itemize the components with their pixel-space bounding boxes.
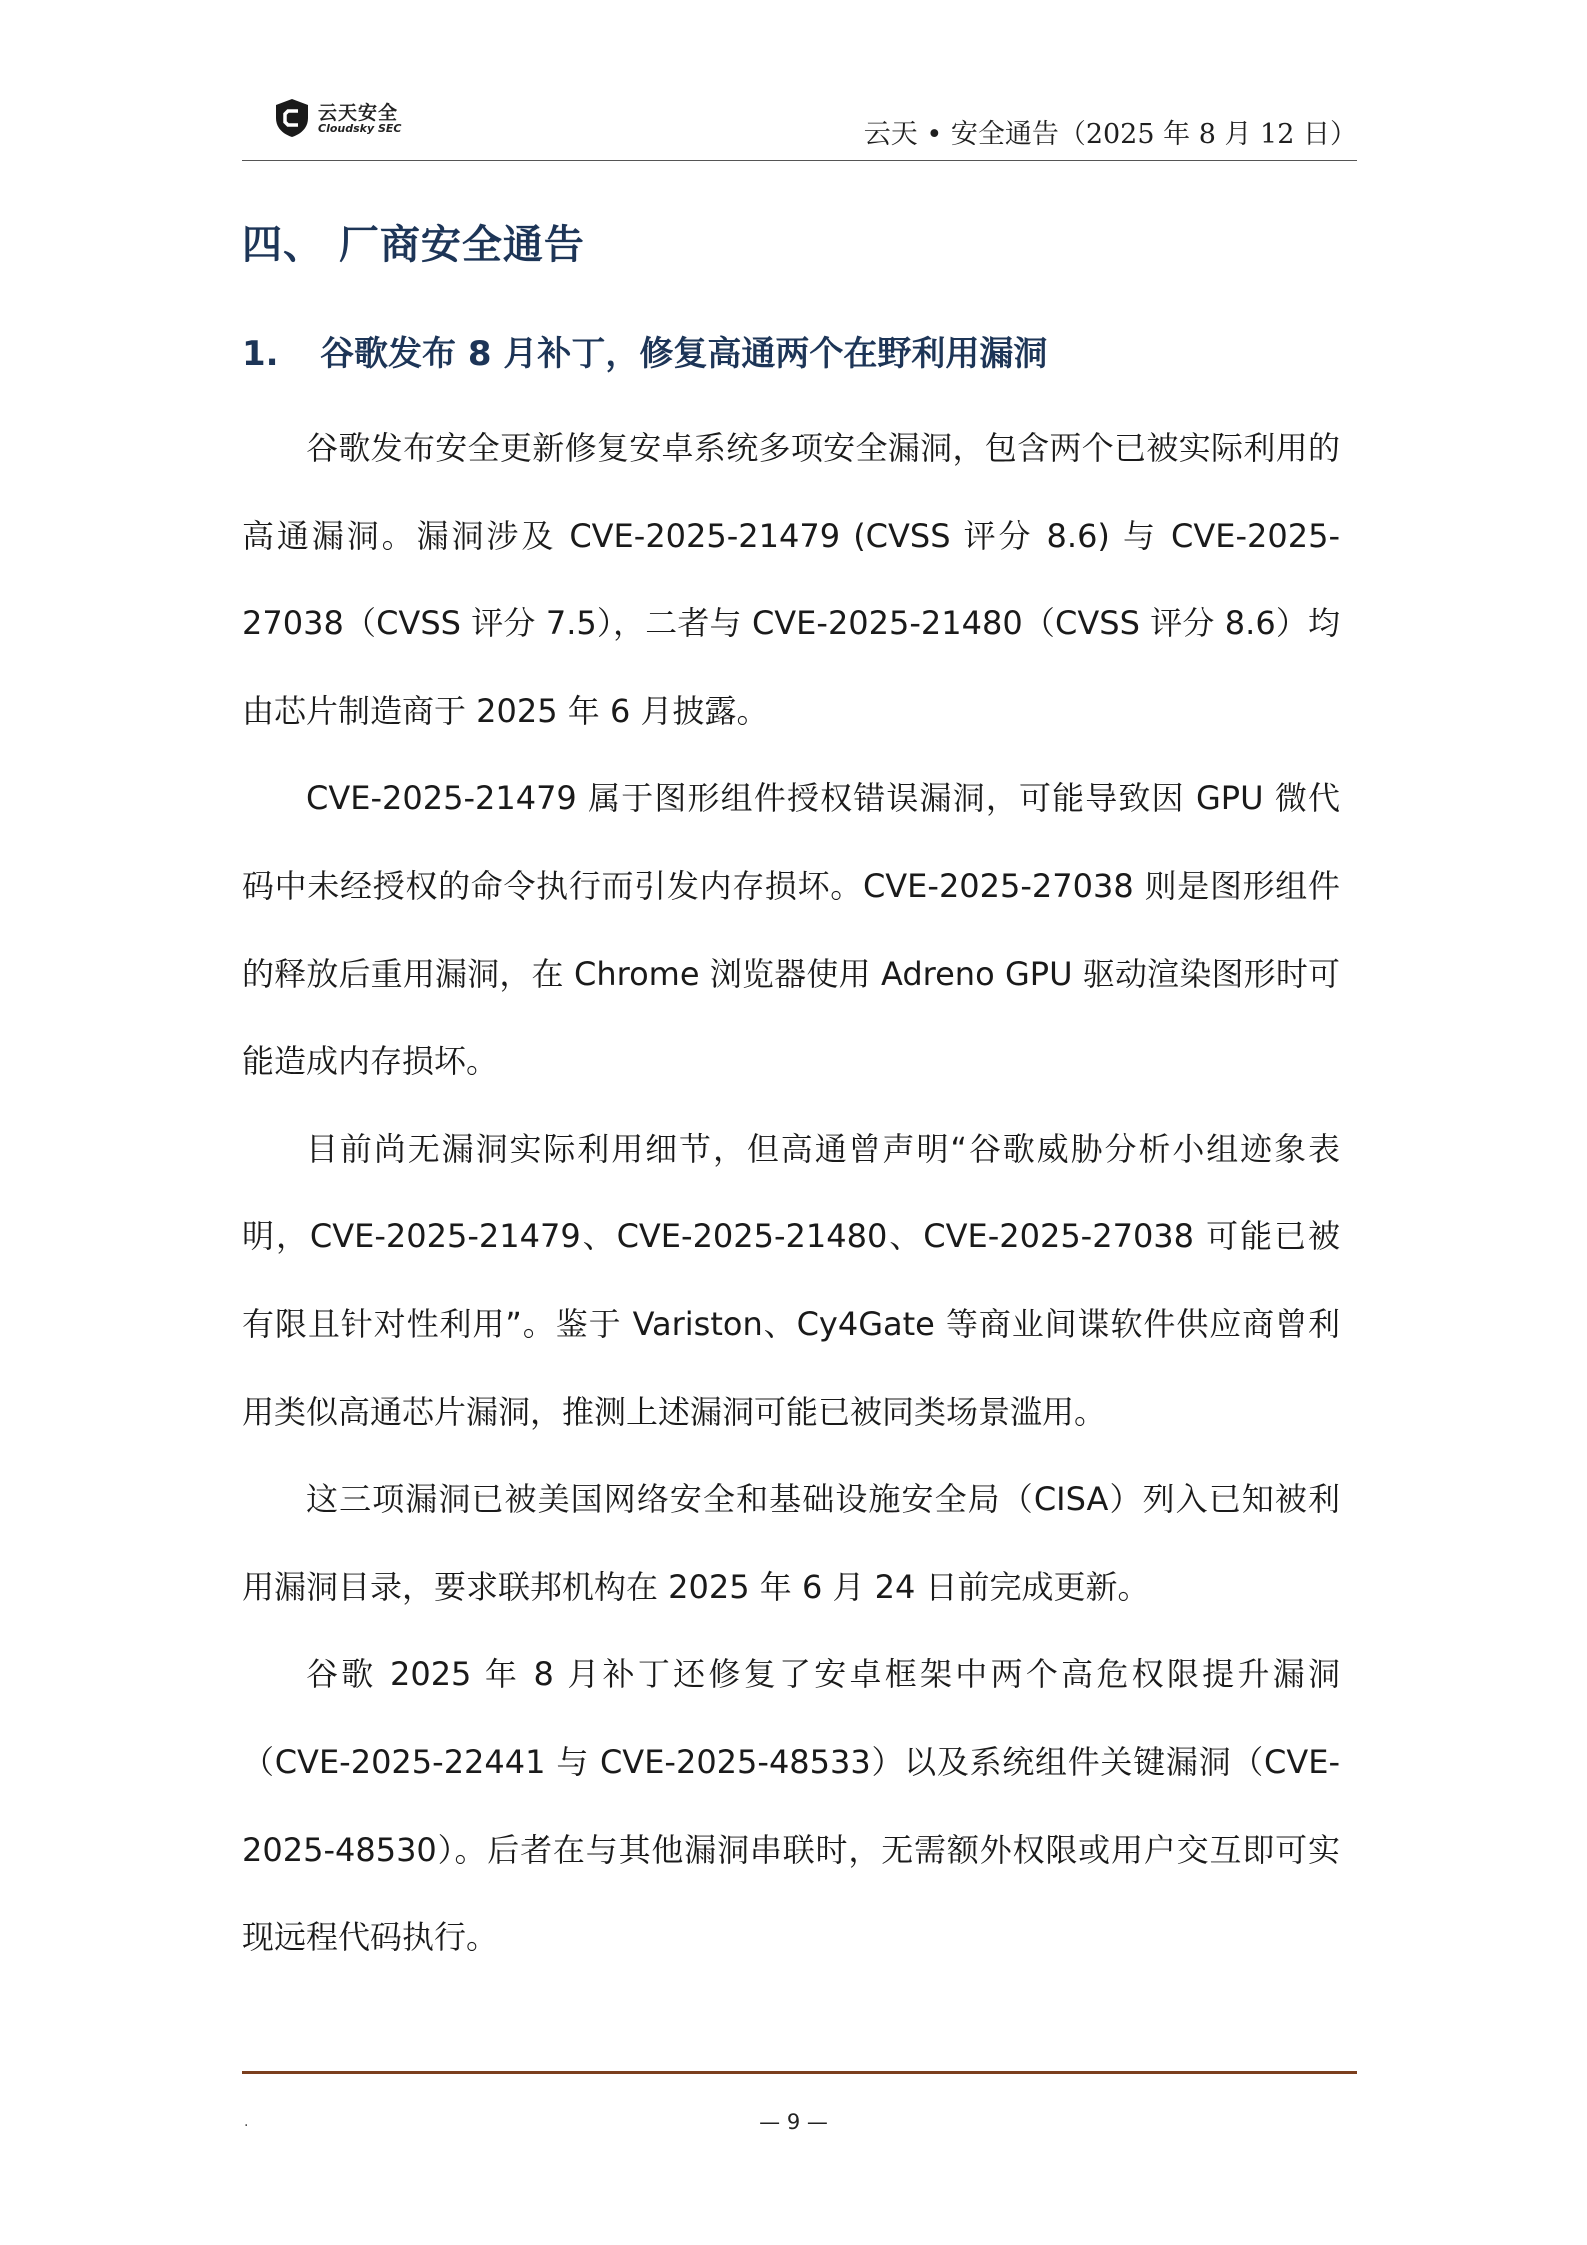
paragraph: 谷歌 2025 年 8 月补丁还修复了安卓框架中两个高危权限提升漏洞（CVE-2025-22441 与 CVE-2025-48533）以及系统组件关键漏洞（CVE-2025-48530）。后者在与其他漏洞串联时，无需额外权限或用户交互即可实现远程代码执行。 xyxy=(242,1655,1340,1957)
subsection-number: 1. xyxy=(242,334,279,374)
paragraph: 这三项漏洞已被美国网络安全和基础设施安全局（CISA）列入已知被利用漏洞目录，要求联邦机构在 2025 年 6 月 24 日前完成更新。 xyxy=(242,1480,1340,1606)
section-title: 四、 厂商安全通告 xyxy=(242,222,585,268)
footer-dot: . xyxy=(244,2114,249,2130)
logo-name-cn: 云天安全 xyxy=(318,102,399,124)
article-body xyxy=(242,405,1340,1982)
paragraph: 谷歌发布安全更新修复安卓系统多项安全漏洞，包含两个已被实际利用的高通漏洞。漏洞涉及 CVE-2025-21479 (CVSS 评分 8.6) 与 CVE-2025-27038（CVSS 评分 7.5），二者与 CVE-2025-21480（CVSS 评分 8.6）均由芯片制造商于 2025 年 6 月披露。 xyxy=(242,429,1340,730)
company-logo xyxy=(274,96,434,146)
subsection-title xyxy=(242,326,1047,375)
paragraph: 目前尚无漏洞实际利用细节，但高通曾声明“谷歌威胁分析小组迹象表明，CVE-2025-21479、CVE-2025-21480、CVE-2025-27038 可能已被有限且针对性利用”。鉴于 Variston、Cy4Gate 等商业间谍软件供应商曾利用类似高通芯片漏洞，推测上述漏洞可能已被同类场景滥用。 xyxy=(242,1129,1340,1431)
header-title: 云天 • 安全通告（2025 年 8 月 12 日） xyxy=(863,119,1357,150)
header-divider xyxy=(242,160,1357,161)
paragraph: CVE-2025-21479 属于图形组件授权错误漏洞，可能导致因 GPU 微代码中未经授权的命令执行而引发内存损坏。CVE-2025-27038 则是图形组件的释放后重用漏洞，在 Chrome 浏览器使用 Adreno GPU 驱动渲染图形时可能造成内存损坏。 xyxy=(242,779,1340,1081)
subsection-title-text: 谷歌发布 8 月补丁，修复高通两个在野利用漏洞 xyxy=(320,334,1048,374)
page-number: — 9 — xyxy=(759,2110,828,2134)
shield-logo-icon xyxy=(274,98,310,138)
logo-name-en: Cloudsky SEC xyxy=(318,122,402,135)
footer-divider xyxy=(242,2071,1357,2074)
